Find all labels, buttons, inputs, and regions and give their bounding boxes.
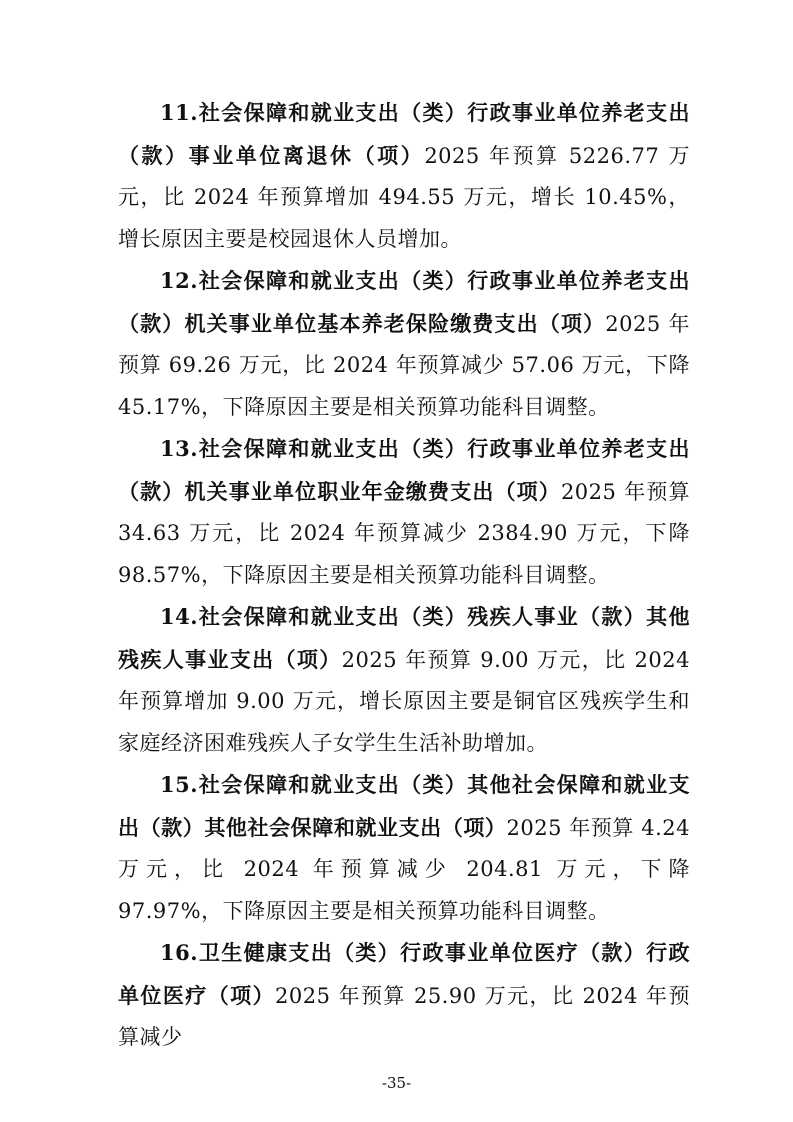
paragraph-12-body: 2025 年预算 69.26 万元，比 2024 年预算减少 57.06 万元，下降 45.17%，下降原因主要是相关预算功能科目调整。 xyxy=(118,311,690,419)
paragraph-15 xyxy=(118,764,690,932)
page-number: -35- xyxy=(381,1074,412,1092)
paragraph-15-heading: 15.社会保障和就业支出（类）其他社会保障和就业支出（款）其他社会保障和就业支出（项） xyxy=(118,772,690,840)
paragraph-12 xyxy=(118,260,690,428)
paragraph-11-heading: 11.社会保障和就业支出（类）行政事业单位养老支出（款）事业单位离退休（项） xyxy=(118,100,690,168)
paragraph-14-heading: 14.社会保障和就业支出（类）残疾人事业（款）其他残疾人事业支出（项） xyxy=(118,604,690,672)
paragraph-16-heading: 16.卫生健康支出（类）行政事业单位医疗（款）行政单位医疗（项） xyxy=(118,940,690,1008)
paragraph-13 xyxy=(118,428,690,596)
document-body xyxy=(118,92,690,1059)
paragraph-13-heading: 13.社会保障和就业支出（类）行政事业单位养老支出（款）机关事业单位职业年金缴费支出（项） xyxy=(118,436,690,504)
paragraph-14-body: 2025 年预算 9.00 万元，比 2024 年预算增加 9.00 万元，增长原因主要是铜官区残疾学生和家庭经济困难残疾人子女学生生活补助增加。 xyxy=(118,647,690,755)
paragraph-15-body: 2025 年预算 4.24 万元，比 2024 年预算减少 204.81 万元，下降 97.97%，下降原因主要是相关预算功能科目调整。 xyxy=(118,815,690,923)
paragraph-13-body: 2025 年预算 34.63 万元，比 2024 年预算减少 2384.90 万元，下降 98.57%，下降原因主要是相关预算功能科目调整。 xyxy=(118,479,690,587)
paragraph-16 xyxy=(118,932,690,1059)
paragraph-16-body: 2025 年预算 25.90 万元，比 2024 年预算减少 xyxy=(118,983,690,1049)
paragraph-11-body: 2025 年预算 5226.77 万元，比 2024 年预算增加 494.55 万元，增长 10.45%，增长原因主要是校园退休人员增加。 xyxy=(118,143,690,251)
paragraph-12-heading: 12.社会保障和就业支出（类）行政事业单位养老支出（款）机关事业单位基本养老保险缴费支出（项） xyxy=(118,268,690,336)
paragraph-14 xyxy=(118,596,690,764)
paragraph-11 xyxy=(118,92,690,260)
